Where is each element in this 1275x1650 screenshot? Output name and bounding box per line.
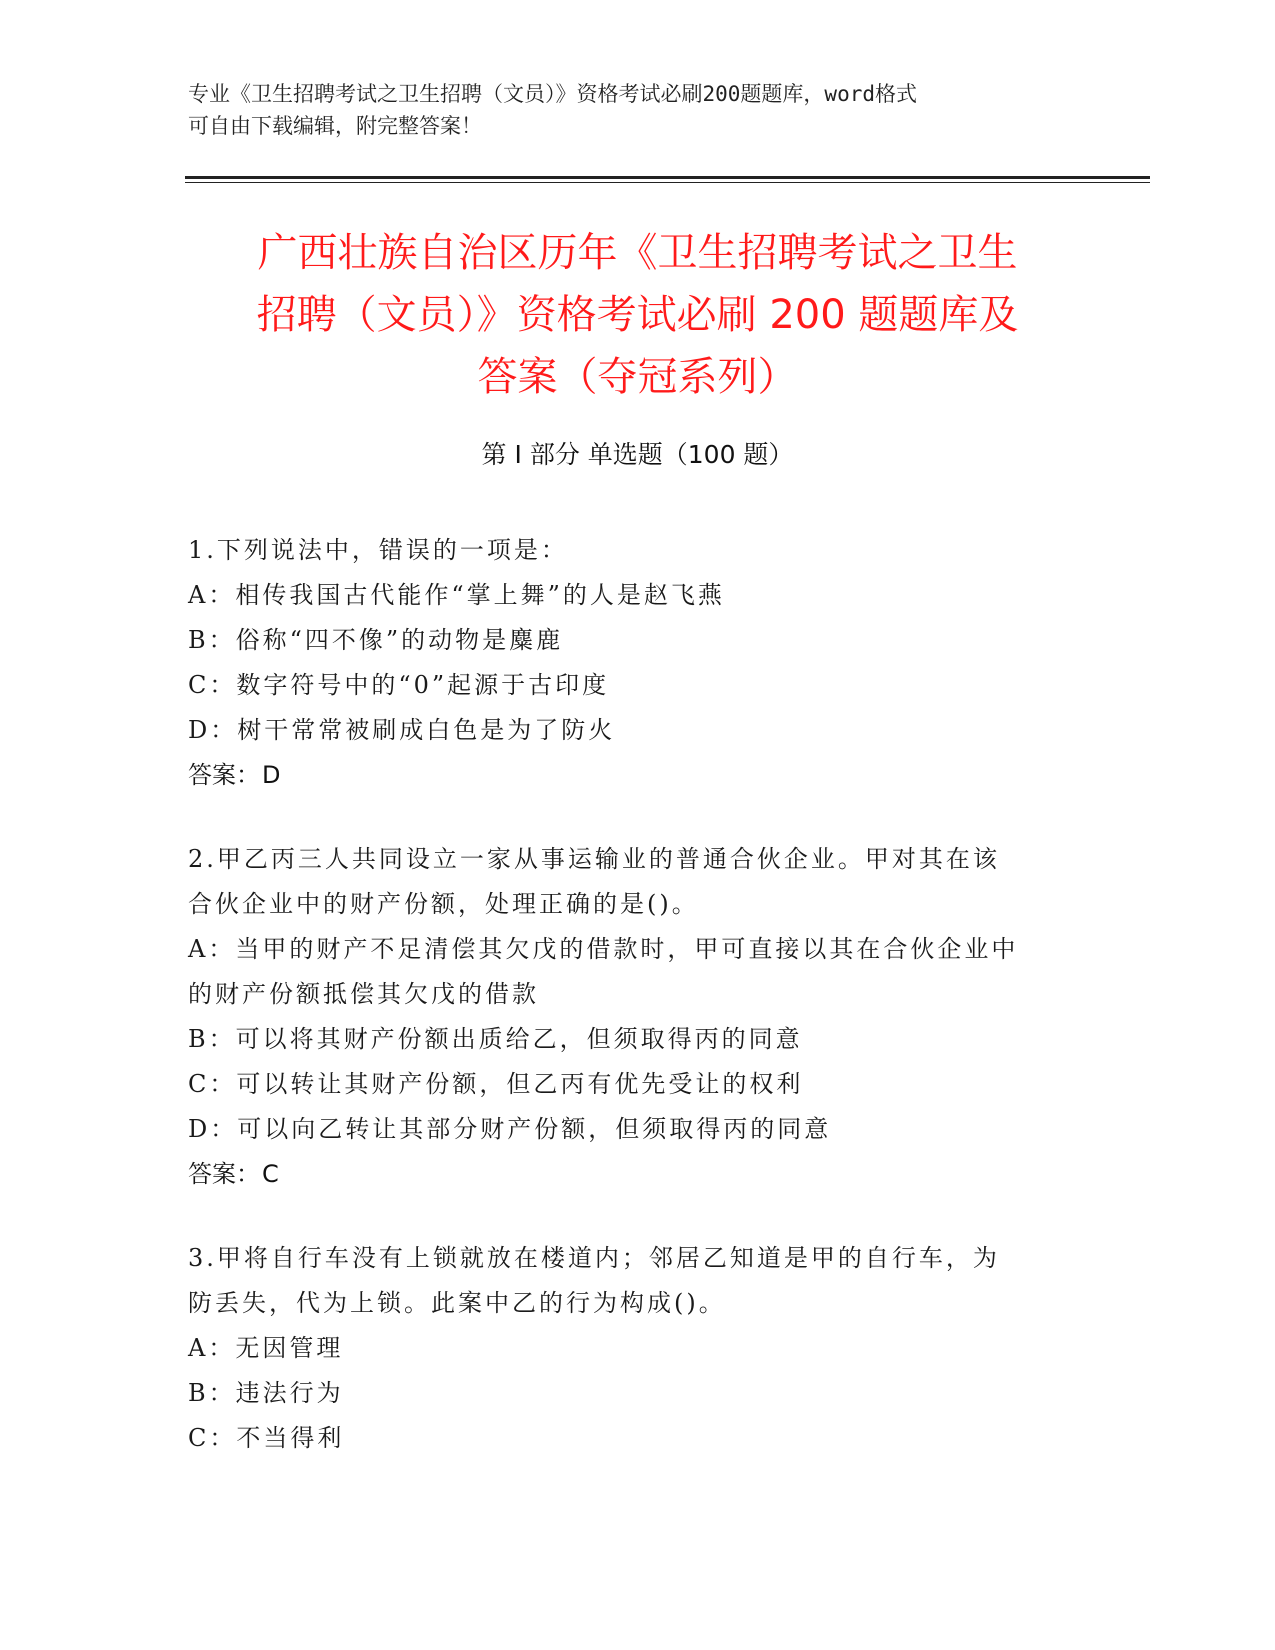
document-title <box>150 222 1125 408</box>
header-divider <box>185 176 1150 179</box>
header-note-line: 专业《卫生招聘考试之卫生招聘（文员）》资格考试必刷200题题库，word格式 <box>188 82 917 106</box>
option-c: C：可以转让其财产份额，但乙丙有优先受让的权利 <box>188 1070 804 1098</box>
option-b: B：可以将其财产份额出质给乙，但须取得丙的同意 <box>188 1025 803 1053</box>
answer-label: 答案： <box>188 761 260 789</box>
answer-value: C <box>262 1160 279 1188</box>
option-b: B：违法行为 <box>188 1379 344 1407</box>
option-d: D：树干常常被刷成白色是为了防火 <box>188 716 616 744</box>
header-divider-thin <box>185 182 1150 183</box>
option-c: C：不当得利 <box>188 1424 345 1452</box>
title-line: 广西壮族自治区历年《卫生招聘考试之卫生 <box>257 230 1018 276</box>
question-stem: 3.甲将自行车没有上锁就放在楼道内；邻居乙知道是甲的自行车，为 <box>188 1244 1000 1272</box>
question-2 <box>188 837 1088 1197</box>
answer-label: 答案： <box>188 1160 260 1188</box>
option-a: A：无因管理 <box>188 1334 344 1362</box>
option-a-continued: 的财产份额抵偿其欠戊的借款 <box>188 980 539 1008</box>
question-1 <box>188 528 1088 798</box>
section-heading: 第 I 部分 单选题（100 题） <box>481 440 794 469</box>
answer-value: D <box>262 761 281 789</box>
title-line: 答案（夺冠系列） <box>477 354 798 400</box>
question-3 <box>188 1236 1088 1461</box>
option-d: D：可以向乙转让其部分财产份额，但须取得丙的同意 <box>188 1115 832 1143</box>
header-note-line: 可自由下载编辑，附完整答案！ <box>188 114 482 138</box>
option-b: B：俗称“四不像”的动物是麋鹿 <box>188 626 564 654</box>
option-c: C：数字符号中的“0”起源于古印度 <box>188 671 610 699</box>
option-a: A：相传我国古代能作“掌上舞”的人是赵飞燕 <box>188 581 725 609</box>
header-note <box>188 78 1088 142</box>
question-stem: 合伙企业中的财产份额，处理正确的是()。 <box>188 890 699 918</box>
question-stem: 2.甲乙丙三人共同设立一家从事运输业的普通合伙企业。甲对其在该 <box>188 845 1000 873</box>
answer <box>188 753 1088 798</box>
question-stem: 1.下列说法中，错误的一项是： <box>188 536 568 564</box>
title-line: 招聘（文员）》资格考试必刷 200 题题库及 <box>256 292 1019 338</box>
option-a: A：当甲的财产不足清偿其欠戊的借款时，甲可直接以其在合伙企业中 <box>188 935 1019 963</box>
question-stem: 防丢失，代为上锁。此案中乙的行为构成()。 <box>188 1289 726 1317</box>
answer <box>188 1152 1088 1197</box>
question-list <box>188 528 1088 1500</box>
